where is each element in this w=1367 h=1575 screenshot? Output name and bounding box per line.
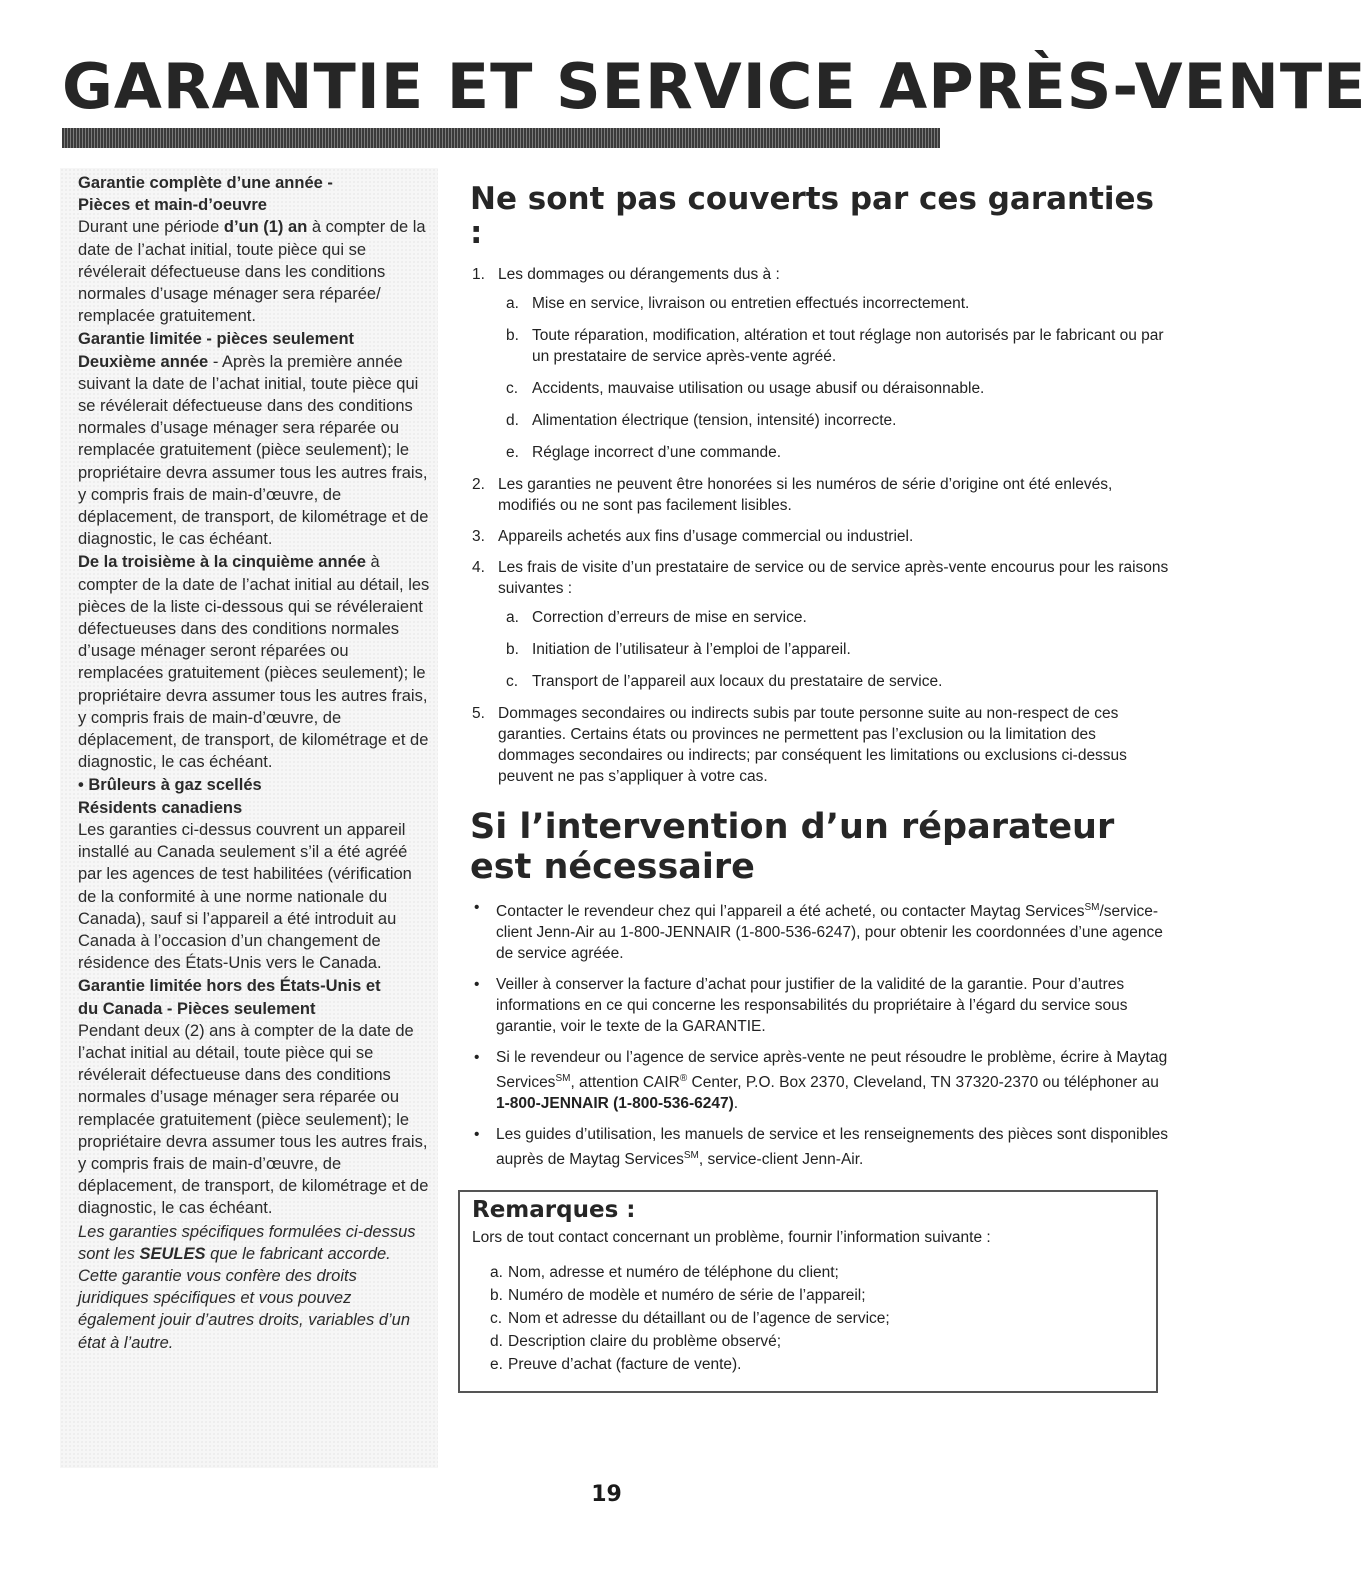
full-warranty-text: Durant une période d’un (1) an à compter de la date de l’achat initial, toute pièce qui se révélerait défectueuse dans les conditions normales d’usage ménager sera réparée/ remplacée gratuitement.: [78, 218, 426, 326]
list-item: 1. Les dommages ou dérangements dus à : a. Mise en service, livraison ou entretien effectués incorrectement. b. Toute réparation, modification, altération et tout réglage non autorisés par le fabricant ou par un prestataire de service après-vente agréé. c. Accidents, mauvaise utilisation ou usage abusif ou déraisonnable. d. Alimentation électrique (tension, intensité) incorrecte. e. Réglage incorrect d’une commande.: [470, 264, 1170, 463]
service-list: [470, 897, 1170, 1170]
canadian-residents-heading: Résidents canadiens: [78, 798, 243, 817]
list-item: • Si le revendeur ou l’agence de service après-vente ne peut résoudre le problème, écrire à Maytag Services℠, attention CAIR® Center, P.O. Box 2370, Cleveland, TN 37320-2370 ou téléphoner au 1-800-JENNAIR (1-800-536-6247).: [474, 1049, 1168, 1113]
page-number: 19: [591, 1482, 622, 1507]
outside-us-heading: Garantie limitée hors des États-Unis et: [78, 977, 381, 996]
remarks-item: e. Preuve d’achat (facture de vente).: [490, 1356, 742, 1374]
list-item: • Les guides d’utilisation, les manuels de service et les renseignements des pièces sont disponibles auprès de Maytag Services℠, service-client Jenn-Air.: [474, 1126, 1169, 1169]
not-covered-list: [470, 264, 1170, 787]
list-item: 3. Appareils achetés aux fins d’usage commercial ou industriel.: [472, 528, 914, 545]
remarks-item: c. Nom et adresse du détaillant ou de l’agence de service;: [490, 1310, 890, 1328]
sub-list-item: c. Accidents, mauvaise utilisation ou usage abusif ou déraisonnable.: [506, 380, 985, 397]
title-rule: [62, 128, 940, 148]
sealed-burners-item: • Brûleurs à gaz scellés: [78, 776, 262, 795]
second-year-text: Deuxième année - Après la première année suivant la date de l’achat initial, toute pièce qui se révélerait défectueuse dans des conditions normales d’usage ménager sera réparée ou remplacée gratuitement (pièce seulement); le propriétaire devra assumer tous les autres frais, y compris frais de main-d’œuvre, de déplacement, de transport, de kilométrage et de diagnostic, le cas échéant.: [78, 352, 429, 549]
limited-warranty-heading: Garantie limitée - pièces seulement: [78, 330, 355, 349]
list-item: 2. Les garanties ne peuvent être honorées si les numéros de série d’origine ont été enlevés, modifiés ou ne sont pas facilement lisibles.: [472, 476, 1113, 514]
rights-notice: Les garanties spécifiques formulées ci-dessus sont les SEULES que le fabricant accorde. Cette garantie vous confère des droits juridiques spécifiques et vous pouvez également jouir d’autres droits, variables d’un état à l’autre.: [78, 1222, 416, 1352]
sub-list-item: b. Initiation de l’utilisateur à l’emploi de l’appareil.: [506, 641, 851, 658]
sub-list-item: b. Toute réparation, modification, altération et tout réglage non autorisés par le fabricant ou par un prestataire de service après-vente agréé.: [506, 327, 1164, 365]
list-item: • Contacter le revendeur chez qui l’appareil a été acheté, ou contacter Maytag Services℠/service-client Jenn-Air au 1-800-JENNAIR (1-800-536-6247), pour obtenir les coordonnées d’une agence de service agréée.: [474, 899, 1163, 963]
remarks-item: d. Description claire du problème observé;: [490, 1333, 782, 1351]
remarks-heading: Remarques :: [472, 1197, 636, 1224]
third-fifth-year-text: De la troisième à la cinquième année à compter de la date de l’achat initial au détail, les pièces de la liste ci-dessous qui se révéleraient défectueuses dans des conditions normales d’usage ménager seront réparées ou remplacées gratuitement (pièces seulement); le propriétaire devra assumer tous les autres frais, y compris frais de main-d’œuvre, de déplacement, de transport, de kilométrage et de diagnostic, le cas échéant.: [78, 553, 430, 772]
sub-list-item: e. Réglage incorrect d’une commande.: [506, 444, 781, 461]
remarks-item: a. Nom, adresse et numéro de téléphone du client;: [490, 1264, 839, 1282]
sub-list-item: d. Alimentation électrique (tension, intensité) incorrecte.: [506, 412, 897, 429]
list-item: 5. Dommages secondaires ou indirects subis par toute personne suite au non-respect de ces garanties. Certains états ou provinces ne permettent pas l’exclusion ou la limitation des dommages secondaires ou indirects; par conséquent les limitations ou exclusions ci-dessus peuvent ne pas s’appliquer à votre cas.: [472, 705, 1127, 785]
page-title: GARANTIE ET SERVICE APRÈS-VENTE: [62, 50, 1367, 123]
full-warranty-heading: Garantie complète d’une année -: [78, 174, 333, 192]
sub-list-item: a. Correction d’erreurs de mise en service.: [506, 609, 807, 626]
list-item: 4. Les frais de visite d’un prestataire de service ou de service après-vente encourus pour les raisons suivantes : a. Correction d’erreurs de mise en service. b. Initiation de l’utilisateur à l’emploi de l’appareil. c. Transport de l’appareil aux locaux du prestataire de service.: [472, 559, 1169, 690]
not-covered-heading: Ne sont pas couverts par ces garanties :: [470, 181, 1155, 251]
remarks-item: b. Numéro de modèle et numéro de série de l’appareil;: [490, 1287, 866, 1305]
outside-us-subheading: du Canada - Pièces seulement: [78, 999, 316, 1018]
outside-us-text: Pendant deux (2) ans à compter de la date de l’achat initial au détail, toute pièce qui se révélerait défectueuse dans des conditions normales d’usage ménager sera réparée ou remplacée gratuitement (pièce seulement); le propriétaire devra assumer tous les autres frais, y compris frais de main-d’œuvre, de déplacement, de transport, de kilométrage et de diagnostic, le cas échéant.: [78, 1021, 429, 1218]
remarks-box: [458, 1190, 1158, 1393]
full-warranty-subheading: Pièces et main-d’oeuvre: [78, 196, 267, 215]
sub-list-item: c. Transport de l’appareil aux locaux du prestataire de service.: [506, 673, 943, 690]
warranty-sidebar: [60, 168, 438, 1468]
canadian-residents-text: Les garanties ci-dessus couvrent un appareil installé au Canada seulement s’il a été agréé par les agences de test habilitées (vérification de la conformité à une norme nationale du Canada), sauf si l’appareil a été introduit au Canada à l’occasion d’un changement de résidence des États-Unis vers le Canada.: [78, 820, 412, 973]
main-column: [470, 182, 1170, 1393]
sub-list-item: a. Mise en service, livraison ou entretien effectués incorrectement.: [506, 295, 970, 312]
service-heading: Si l’intervention d’un réparateur est nécessaire: [470, 807, 1115, 887]
remarks-intro: Lors de tout contact concernant un problème, fournir l’information suivante :: [472, 1229, 991, 1247]
list-item: • Veiller à conserver la facture d’achat pour justifier de la validité de la garantie. Pour d’autres informations en ce qui concerne les responsabilités du propriétaire à l’égard du service sous garantie, voir le texte de la GARANTIE.: [474, 976, 1128, 1036]
